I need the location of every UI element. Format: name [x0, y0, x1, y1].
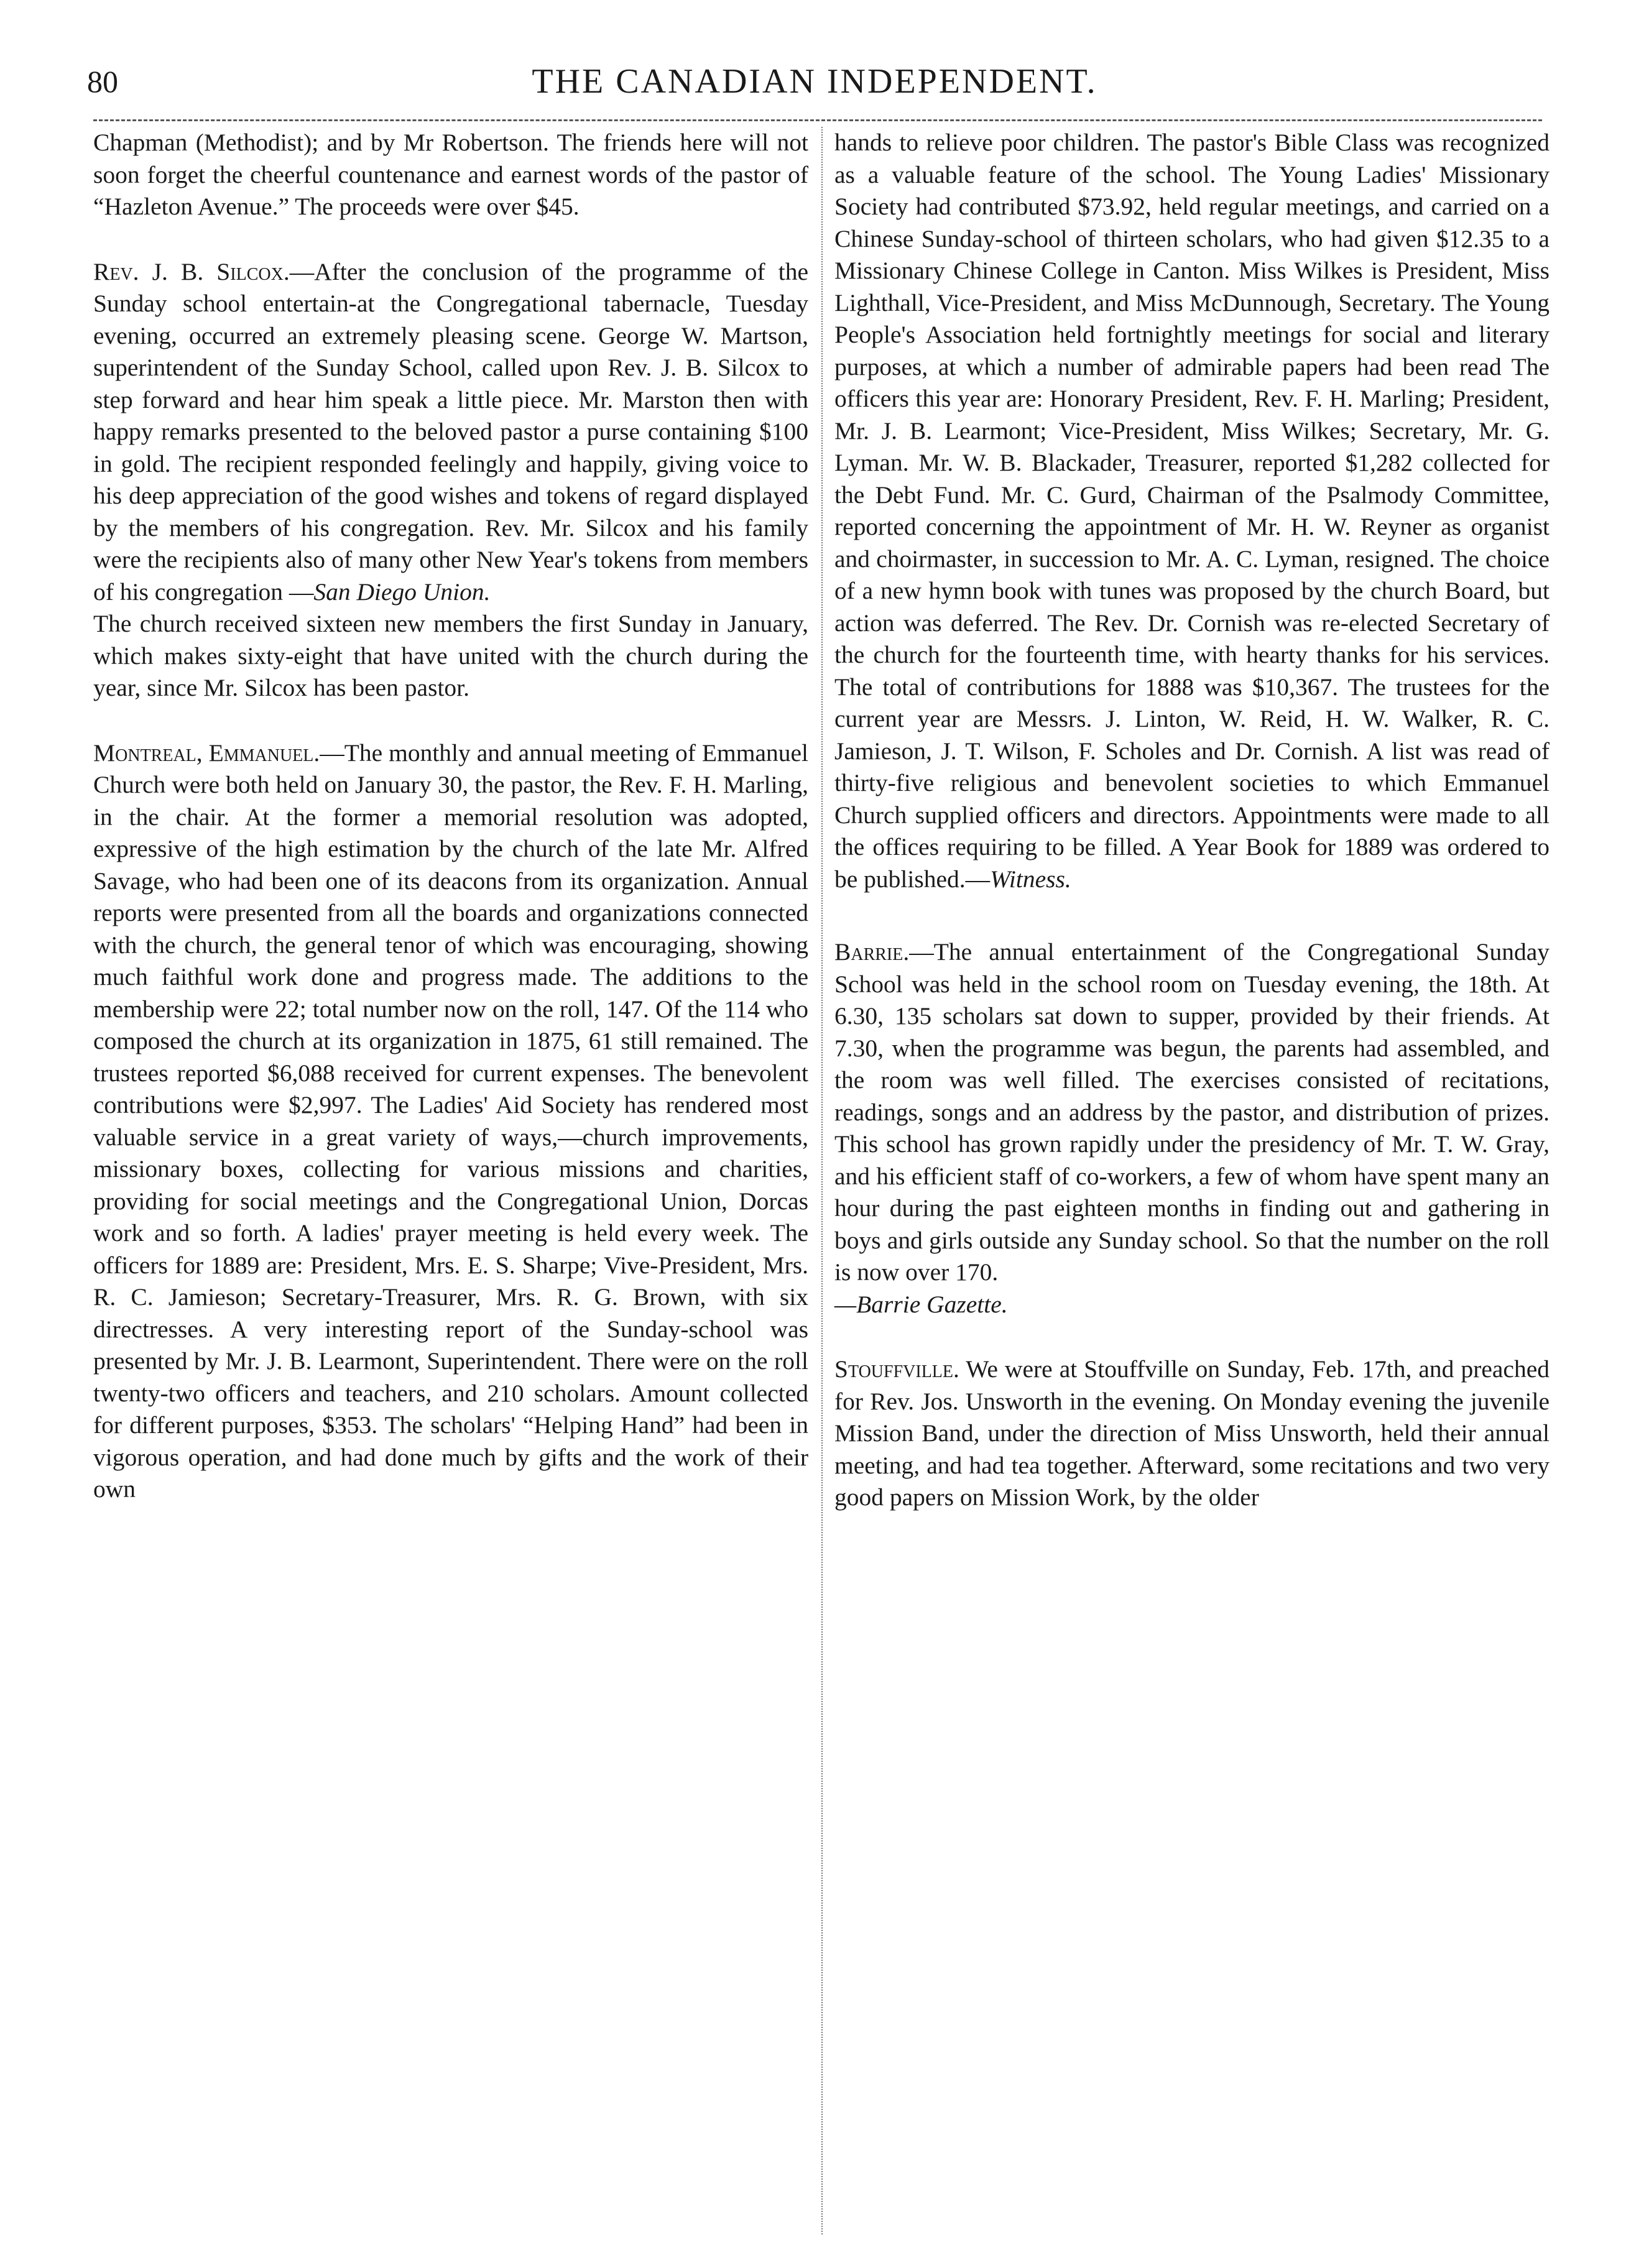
header-rule — [93, 119, 1542, 121]
article-source: San Diego Union. — [313, 578, 491, 606]
article-paragraph — [834, 936, 1550, 1289]
article-paragraph — [834, 1353, 1550, 1514]
article-montreal-continued — [834, 127, 1550, 895]
article-text: hands to relieve poor children. The pastor's Bible Class was recognized as a valuable feature of the school. The Young Ladies' Missionary Society had contributed $73.92, held regular meetings, and carried on a Chinese Sunday-school of thirteen scholars, who had given $12.35 to a Missionary Chinese College in Canton. Miss Wilkes is President, Miss Lighthall, Vice-President, and Miss McDunnough, Secretary. The Young People's Association held fortnightly meetings for social and literary purposes, at which a number of admirable papers had been read The officers this year are: Honorary President, Rev. F. H. Marling; President, Mr. J. B. Learmont; Vice-President, Miss Wilkes; Secretary, Mr. G. Lyman. Mr. W. B. Blackader, Treasurer, reported $1,282 collected for the Debt Fund. Mr. C. Gurd, Chairman of the Psalmody Committee, reported concerning the appointment of Mr. H. W. Reyner as organist and choirmaster, in succession to Mr. A. C. Lyman, resigned. The choice of a new hymn book with tunes was proposed by the church Board, but action was deferred. The Rev. Dr. Cornish was re-elected Secretary of the church for the fourteenth time, with hearty thanks for his services. The total of contributions for 1888 was $10,367. The trustees for the current year are Messrs. J. Linton, W. Reid, H. W. Walker, R. C. Jamieson, J. T. Wilson, F. Scholes and Dr. Cornish. A list was read of thirty-five religious and benevolent societies to which Emmanuel Church supplied officers and directors. Appointments were made to all the offices requiring to be filled. A Year Book for 1889 was ordered to be published.— — [834, 129, 1550, 893]
article-text: We were at Stouffville on Sunday, Feb. 17th, and preached for Rev. Jos. Unsworth in the evening. On Monday evening the juvenile Mission Band, under the direction of Miss Unsworth, held their annual meeting, and had tea together. Afterward, some recitations and two very good papers on Mission Work, by the older — [834, 1355, 1550, 1511]
article-paragraph — [834, 127, 1550, 895]
column-divider — [821, 127, 823, 2234]
article-text: Chapman (Methodist); and by Mr Robertson. The friends here will not soon forget the cheerful countenance and earnest words of the pastor of “Hazleton Avenue.” The proceeds were over $45. — [93, 129, 808, 220]
article-lead: Montreal, Emmanuel. — [93, 739, 320, 767]
article-barrie — [834, 936, 1550, 1321]
article-paragraph: The church received sixteen new members the first Sunday in January, which makes sixty-eight that have united with the church during the year, since Mr. Silcox has been pastor. — [93, 610, 808, 701]
article-paragraph — [93, 737, 808, 1506]
article-text: —The monthly and annual meeting of Emmanuel Church were both held on January 30, the pastor, the Rev. F. H. Marling, in the chair. At the former a memorial resolution was adopted, expressive of the high estimation by the church of the late Mr. Alfred Savage, who had been one of its deacons from its organization. Annual reports were presented from all the boards and organizations connected with the church, the general tenor of which was encouraging, showing much faithful work done and progress made. The additions to the membership were 22; total number now on the roll, 147. Of the 114 who composed the church at its organization in 1875, 61 still remained. The trustees reported $6,088 received for current expenses. The benevolent contributions were $2,997. The Ladies' Aid Society has rendered most valuable service in a great variety of ways,—church improvements, missionary boxes, collecting for various missions and charities, providing for social meetings and the Congregational Union, Dorcas work and so forth. A ladies' prayer meeting is held every week. The officers for 1889 are: President, Mrs. E. S. Sharpe; Vive-President, Mrs. R. C. Jamieson; Secretary-Treasurer, Mrs. R. G. Brown, with six directresses. A very interesting report of the Sunday-school was presented by Mr. J. B. Learmont, Superintendent. There were on the roll twenty-two officers and teachers, and 210 scholars. Amount collected for different purposes, $353. The scholars' “Helping Hand” had been in vigorous operation, and had done much by gifts and the work of their own — [93, 739, 808, 1503]
article-source: —Barrie Gazette. — [834, 1290, 1008, 1318]
right-column — [834, 127, 1550, 2234]
article-lead: Barrie. — [834, 938, 910, 966]
article-lead: Stouffville. — [834, 1355, 959, 1383]
article-paragraph — [93, 256, 808, 609]
left-column — [93, 127, 808, 2234]
article-source: Witness. — [990, 865, 1071, 893]
journal-title: THE CANADIAN INDEPENDENT. — [532, 62, 1097, 101]
page-number: 80 — [87, 64, 118, 99]
page-header — [87, 60, 1542, 116]
article-silcox — [93, 256, 808, 704]
article-text: —The annual entertainment of the Congregational Sunday School was held in the school room on Tuesday evening, the 18th. At 6.30, 135 scholars sat down to supper, provided by their friends. At 7.30, when the programme was begun, the parents had assembled, and the room was well filled. The exercises consisted of recitations, readings, songs and an address by the pastor, and distribution of prizes. This school has grown rapidly under the presidency of Mr. T. W. Gray, and his efficient staff of co-workers, a few of whom have spent many an hour during the past eighteen months in finding out and gathering in boys and girls outside any Sunday school. So that the number on the roll is now over 170. — [834, 938, 1550, 1286]
article-lead: Rev. J. B. Silcox. — [93, 257, 290, 285]
article-text: —After the conclusion of the programme of the Sunday school entertain-at the Congregational tabernacle, Tuesday evening, occurred an extremely pleasing scene. George W. Martson, superintendent of the Sunday School, called upon Rev. J. B. Silcox to step forward and hear him speak a little piece. Mr. Marston then with happy remarks presented to the beloved pastor a purse containing $100 in gold. The recipient responded feelingly and happily, giving voice to his deep appreciation of the good wishes and tokens of regard displayed by the members of his congregation. Rev. Mr. Silcox and his family were the recipients also of many other New Year's tokens from members of his congregation — — [93, 257, 809, 606]
article-hazleton — [93, 127, 808, 223]
article-montreal — [93, 737, 808, 1506]
article-stouffville — [834, 1353, 1550, 1514]
